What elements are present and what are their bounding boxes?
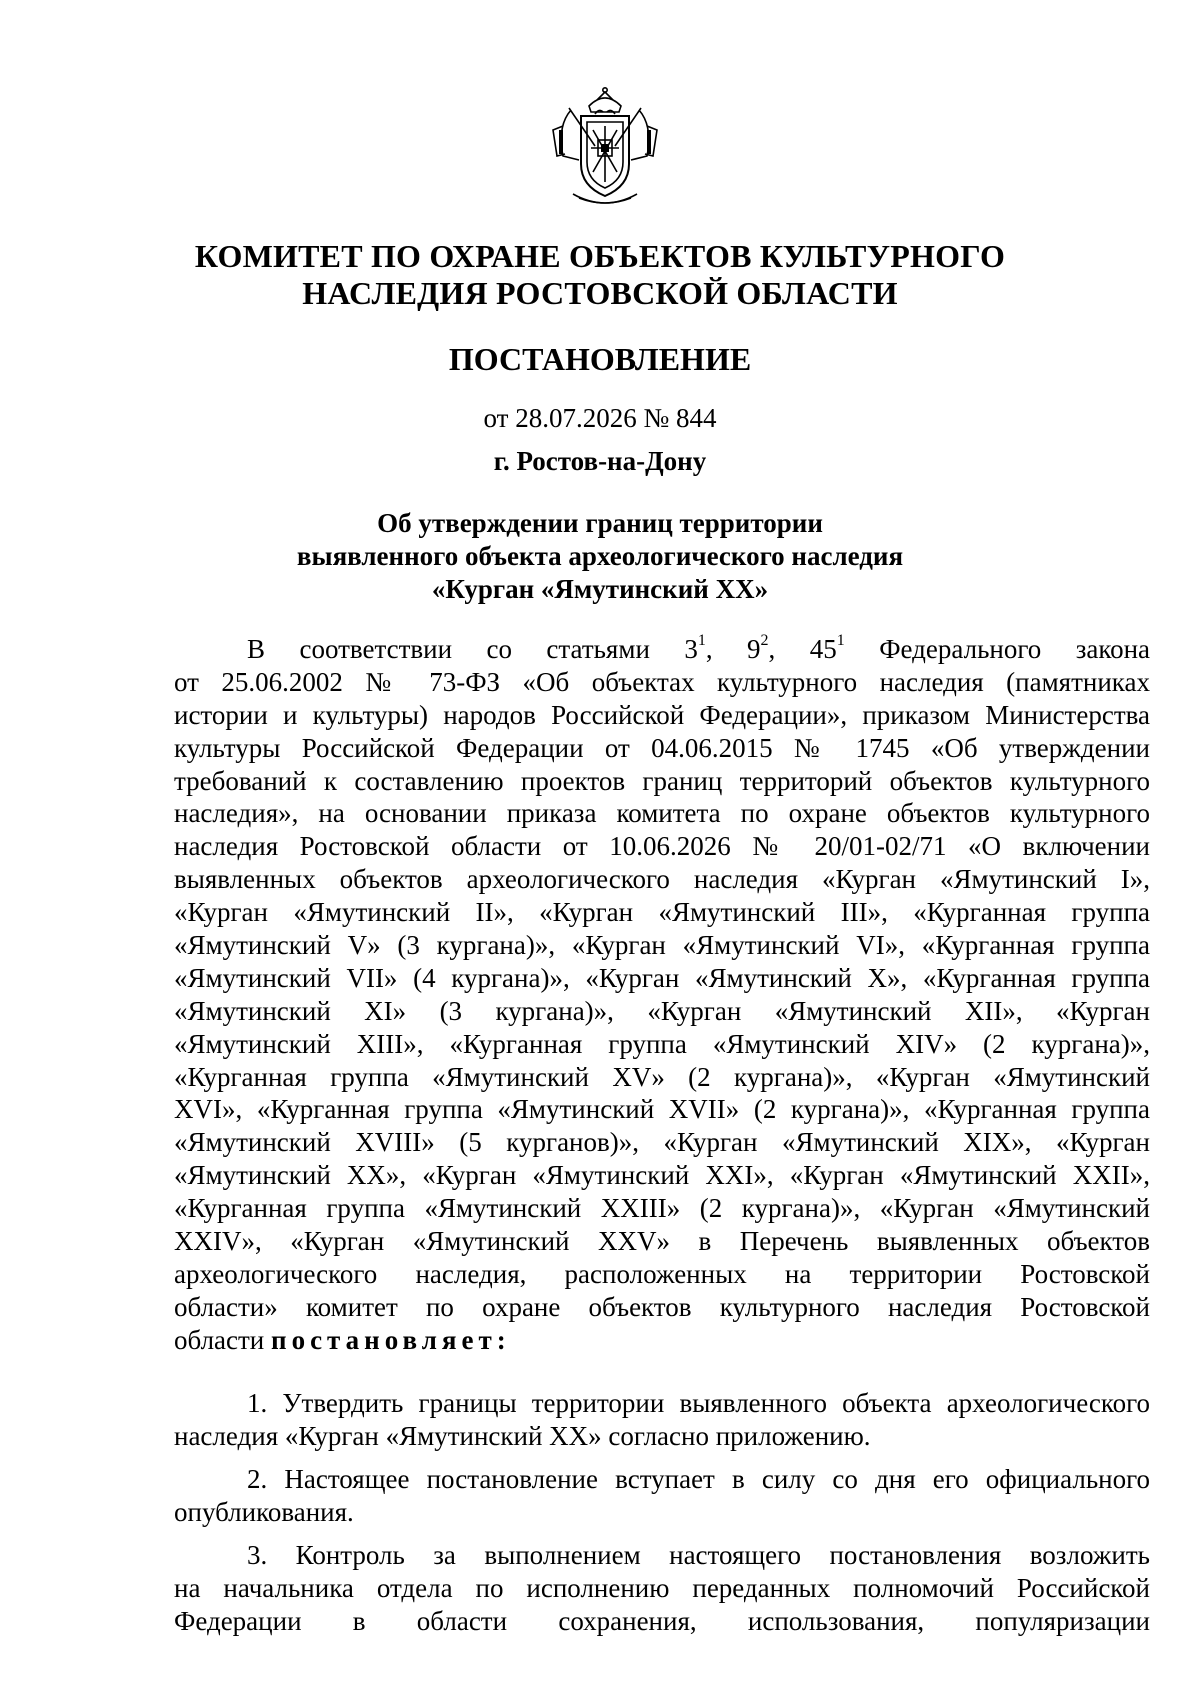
preamble-line: «Ямутинский XIII», «Курганная группа «Ямутинский XIV» (2 кургана)»,	[174, 1028, 1150, 1059]
preamble-line: выявленных объектов археологического наследия «Курган «Ямутинский I»,	[174, 864, 1150, 895]
resolution-keyword: постановляет:	[271, 1324, 511, 1355]
subject-line-1: Об утверждении границ территории	[377, 508, 823, 538]
organization-name-line-1: КОМИТЕТ ПО ОХРАНЕ ОБЪЕКТОВ КУЛЬТУРНОГО	[194, 238, 1006, 274]
preamble-line: «Ямутинский XI» (3 кургана)», «Курган «Ямутинский XII», «Курган	[174, 995, 1150, 1026]
preamble-line: археологического наследия, расположенных на территории Ростовской	[174, 1258, 1150, 1289]
item-2-line-1: 2. Настоящее постановление вступает в силу со дня его официального	[247, 1464, 1150, 1494]
preamble-line: XXIV», «Курган «Ямутинский XXV» в Перечень выявленных объектов	[174, 1226, 1150, 1257]
item-3-line-3: Федерации в области сохранения, использования, популяризации	[174, 1606, 1150, 1636]
item-2-line-2: опубликования.	[174, 1497, 354, 1527]
preamble-line: наследия», на основании приказа комитета по охране объектов культурного	[174, 798, 1150, 829]
preamble-line: «Ямутинский V» (3 кургана)», «Курган «Ямутинский VI», «Курганная группа	[174, 930, 1150, 961]
preamble-line: XVI», «Курганная группа «Ямутинский XVII» (2 кургана)», «Курганная группа	[174, 1094, 1150, 1125]
subject-line-3: «Курган «Ямутинский XX»	[431, 574, 769, 604]
preamble-line: требований к составлению проектов границ территорий объектов культурного	[174, 765, 1150, 796]
item-3-line-2: на начальника отдела по исполнению переданных полномочий Российской	[174, 1573, 1150, 1603]
document-date-number: от 28.07.2026 № 844	[483, 403, 717, 433]
preamble-paragraph	[174, 633, 1150, 1357]
preamble-line: В соответствии со статьями $3^1$, $9^2$, $45^1$ Федерального закона	[247, 632, 1151, 664]
preamble-line: «Ямутинский XX», «Курган «Ямутинский XXI», «Курган «Ямутинский XXII»,	[174, 1160, 1150, 1191]
preamble-line: «Курганная группа «Ямутинский XXIII» (2 кургана)», «Курган «Ямутинский	[174, 1193, 1150, 1224]
preamble-line: от 25.06.2002 № 73-ФЗ «Об объектах культурного наследия (памятниках	[174, 666, 1150, 697]
item-3-line-1: 3. Контроль за выполнением настоящего постановления возложить	[247, 1540, 1150, 1570]
document-city: г. Ростов-на-Дону	[493, 446, 707, 476]
document-type-title: ПОСТАНОВЛЕНИЕ	[448, 341, 752, 377]
preamble-line: «Ямутинский XVIII» (5 курганов)», «Курган «Ямутинский XIX», «Курган	[174, 1127, 1150, 1158]
subject-line-2: выявленного объекта археологического наследия	[296, 541, 904, 571]
organization-name-line-2: НАСЛЕДИЯ РОСТОВСКОЙ ОБЛАСТИ	[302, 275, 898, 311]
preamble-line: наследия Ростовской области от 10.06.2026 № 20/01-02/71 «О включении	[174, 831, 1150, 862]
preamble-line: области постановляет:	[174, 1324, 511, 1355]
resolution-items	[174, 1387, 1150, 1638]
preamble-line: культуры Российской Федерации от 04.06.2015 № 1745 «Об утверждении	[174, 732, 1150, 763]
coat-of-arms-icon	[549, 86, 661, 212]
item-1-line-1: 1. Утвердить границы территории выявленного объекта археологического	[247, 1388, 1150, 1418]
preamble-line: «Курган «Ямутинский II», «Курган «Ямутинский III», «Курганная группа	[174, 897, 1150, 928]
item-1-line-2: наследия «Курган «Ямутинский XX» согласно приложению.	[174, 1421, 871, 1451]
preamble-line: «Ямутинский VII» (4 кургана)», «Курган «Ямутинский X», «Курганная группа	[174, 962, 1150, 993]
preamble-line: истории и культуры) народов Российской Федерации», приказом Министерства	[174, 699, 1150, 730]
document-subject	[80, 507, 1120, 606]
preamble-line: области» комитет по охране объектов культурного наследия Ростовской	[174, 1291, 1150, 1322]
preamble-line: «Курганная группа «Ямутинский XV» (2 кургана)», «Курган «Ямутинский	[174, 1061, 1150, 1092]
